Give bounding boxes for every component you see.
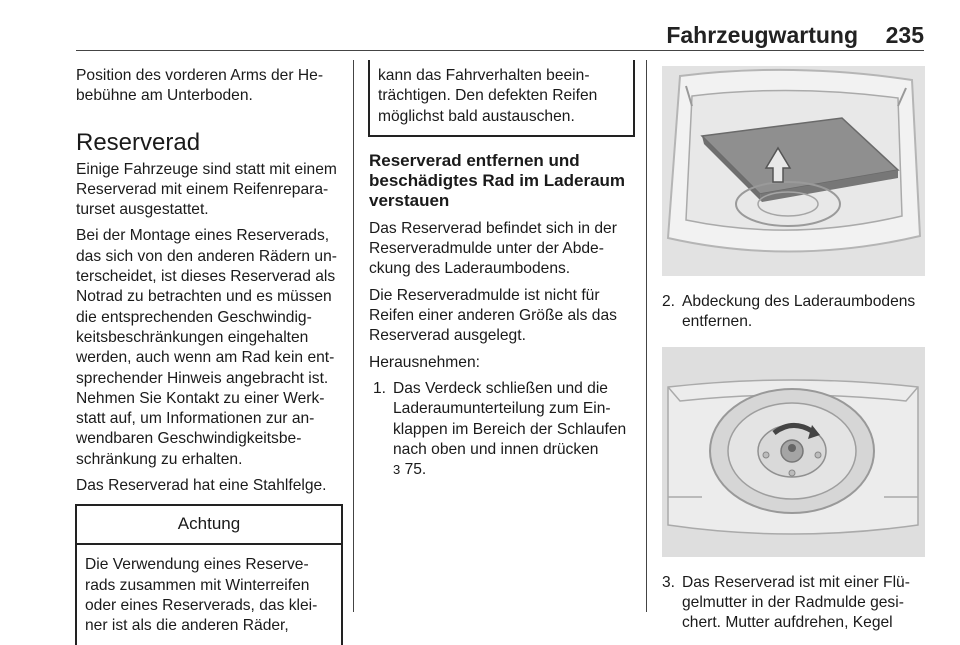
running-header-title: Fahrzeugwartung (666, 22, 858, 48)
paragraph: Herausnehmen: (369, 353, 480, 371)
page-reference[interactable]: 75. (404, 461, 427, 479)
warning-title: Achtung (77, 506, 341, 545)
paragraph: Die Reserveradmulde ist nicht für Reifen einer anderen Größe als das Reserverad ausgelegt. (369, 286, 617, 345)
intro-text: Position des vorderen Arms der Hebebühne am Unterboden. (76, 67, 324, 105)
step-text: Das Verdeck schließen und die Laderaumunterteilung zum Einklappen im Bereich der Schlaufen nach oben und innen drücken (393, 379, 627, 458)
trunk-cover-illustration (662, 66, 925, 276)
list-item (373, 379, 633, 480)
step-number: 1. (373, 379, 387, 397)
steps-list (662, 573, 928, 634)
steps-list (662, 292, 928, 333)
column-divider-1 (353, 60, 354, 612)
list-item (662, 292, 928, 333)
spare-wheel-illustration (662, 347, 925, 557)
column-divider-2 (646, 60, 647, 612)
page-number: 235 (885, 22, 924, 48)
paragraph: Einige Fahrzeuge sind statt mit einem Reserverad mit einem Reifenreparaturset ausgestattet. (76, 160, 337, 219)
header-rule (76, 50, 924, 51)
column-2 (369, 66, 633, 486)
step-number: 2. (662, 293, 676, 310)
subsection-title: Reserverad entfernen und beschädigtes Rad im Laderaum verstauen (369, 150, 626, 210)
column-3 (662, 66, 928, 639)
step-text: Das Reserverad ist mit einer Flügelmutter in der Radmulde gesichert. Mutter aufdrehen, Kegel (682, 573, 910, 632)
steps-list (373, 379, 633, 480)
paragraph: Das Reserverad befindet sich in der Reserveradmulde unter der Abdeckung des Laderaumbodens. (369, 219, 617, 278)
paragraph: Das Reserverad hat eine Stahlfelge. (76, 477, 327, 495)
step-text: Abdeckung des Laderaumbodens entfernen. (682, 293, 916, 331)
step-number: 3. (662, 573, 676, 591)
column-1 (76, 66, 342, 645)
section-title: Reserverad (76, 128, 201, 156)
page-reference-icon: 3 (393, 462, 401, 478)
warning-box (75, 504, 343, 644)
paragraph: Bei der Montage eines Reserverads, das sich von den anderen Rädern unterscheidet, ist dieses Reserverad als Notrad zu betrachten und es müssen die entsprechenden Geschwindigkeitsbeschränkungen eingehalten werden, auch wenn am Rad kein entsprechender Hinweis angebracht ist. Nehmen Sie Kontakt zu einer Werkstatt auf, um Informationen zur anwendbaren Geschwindigkeitsbeschränkung zu erhalten. (76, 227, 337, 468)
warning-continuation: kann das Fahrverhalten beeinträchtigen. Den defekten Reifen möglichst bald austauschen. (368, 60, 635, 137)
list-item (662, 573, 928, 634)
warning-text: Die Verwendung eines Reserverads zusammen mit Winterreifen oder eines Reserverads, das kleiner ist als die anderen Räder, (85, 556, 318, 635)
